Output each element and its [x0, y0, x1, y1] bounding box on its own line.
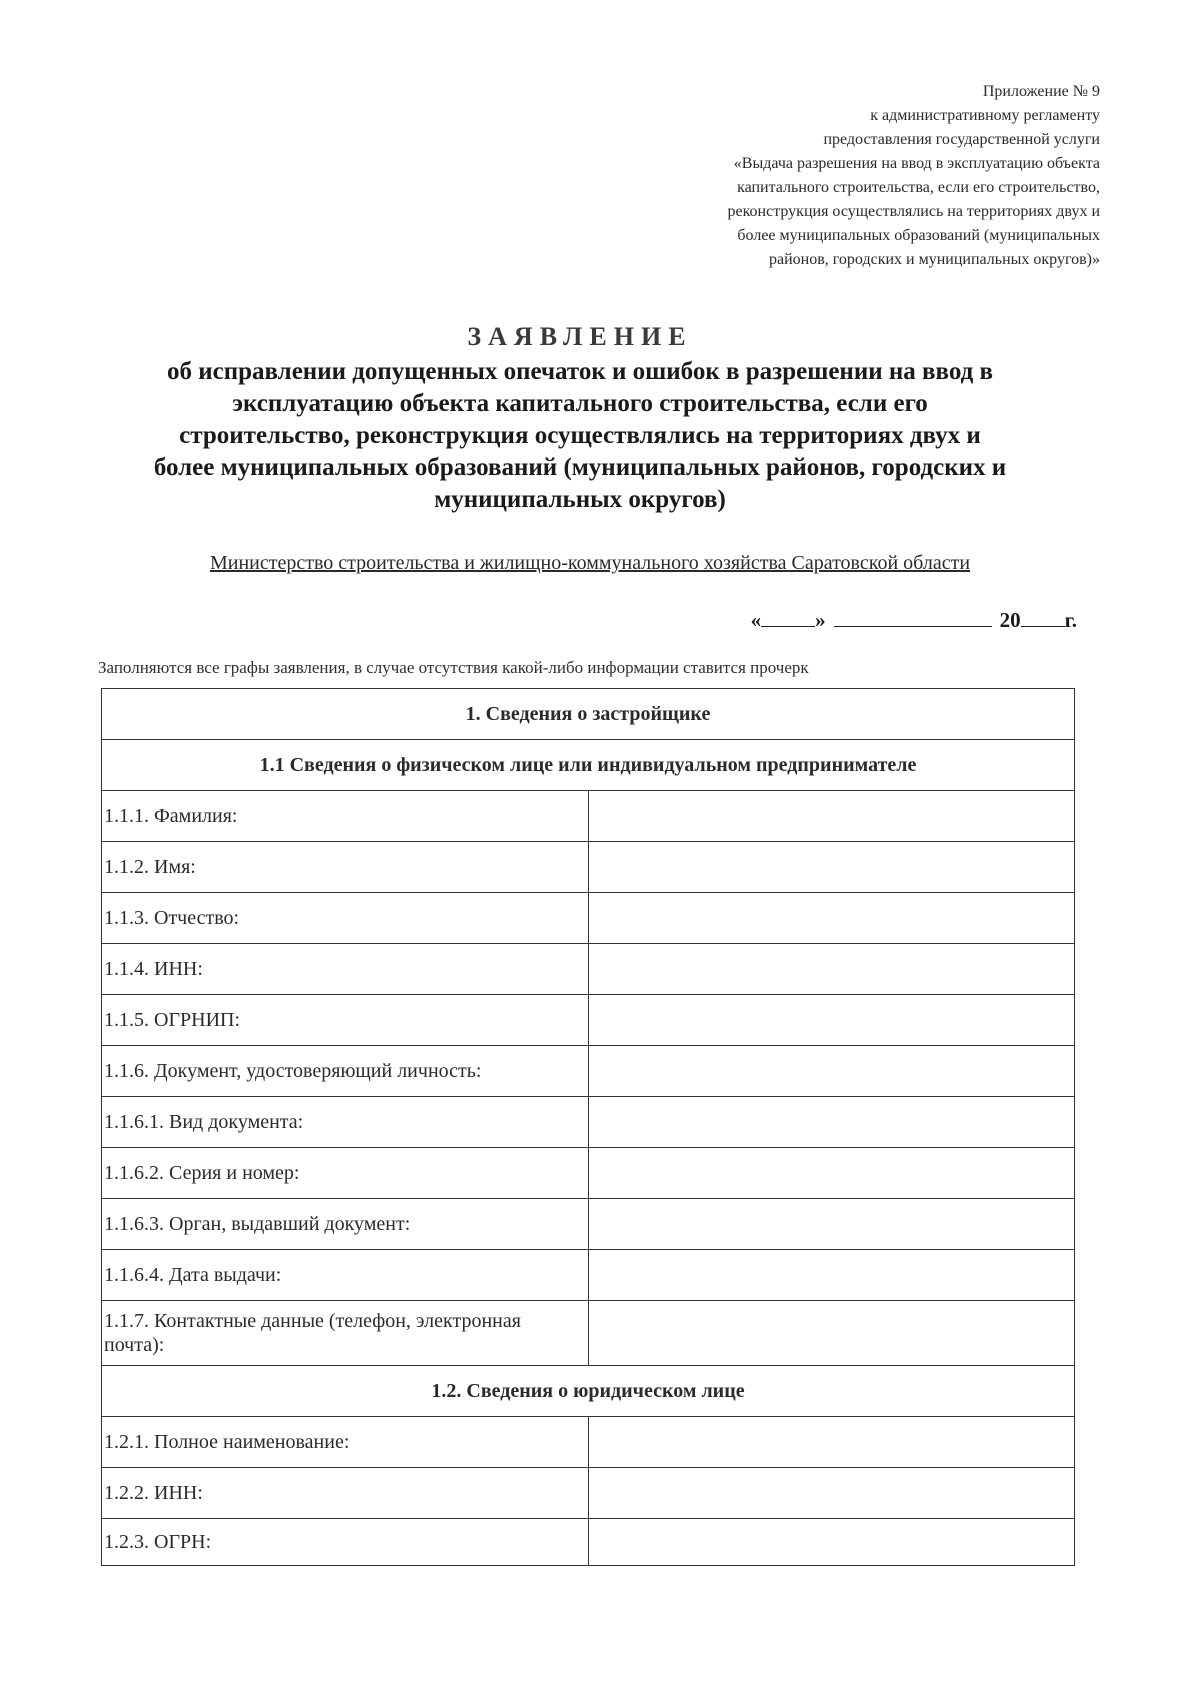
month-blank[interactable] — [834, 608, 992, 627]
appendix-line: капитального строительства, если его строительство, — [737, 179, 1100, 196]
table-row — [102, 1250, 1075, 1301]
field-label: 1.1.6. Документ, удостоверяющий личность: — [102, 1046, 589, 1097]
table-row — [102, 1519, 1075, 1566]
subtitle-line: эксплуатацию объекта капитального строительства, если его — [232, 390, 928, 417]
appendix-line: более муниципальных образований (муниципальных — [737, 227, 1100, 244]
field-label: 1.1.7. Контактные данные (телефон, электронная почта): — [102, 1301, 589, 1366]
appendix-note — [560, 80, 1100, 272]
appendix-line: «Выдача разрешения на ввод в эксплуатацию объекта — [733, 155, 1100, 172]
field-value-cell[interactable] — [588, 893, 1075, 944]
document-subtitle — [90, 356, 1070, 516]
authority-name: Министерство строительства и жилищно-коммунального хозяйства Саратовской области — [209, 552, 971, 574]
field-label: 1.1.3. Отчество: — [102, 893, 589, 944]
table-row — [102, 1046, 1075, 1097]
table-row — [102, 1417, 1075, 1468]
table-row — [102, 893, 1075, 944]
field-label: 1.1.4. ИНН: — [102, 944, 589, 995]
field-label: 1.1.5. ОГРНИП: — [102, 995, 589, 1046]
appendix-line: районов, городских и муниципальных округов)» — [768, 251, 1100, 268]
subtitle-line: об исправлении допущенных опечаток и ошибок в разрешении на ввод в — [166, 358, 994, 385]
field-label: 1.1.6.3. Орган, выдавший документ: — [102, 1199, 589, 1250]
subtitle-line: более муниципальных образований (муниципальных районов, городских и — [153, 454, 1007, 481]
instruction-note: Заполняются все графы заявления, в случае отсутствия какой-либо информации ставится прочерк — [98, 658, 809, 677]
section-header-legal-entity: 1.2. Сведения о юридическом лице — [102, 1366, 1075, 1417]
table-row — [102, 1301, 1075, 1366]
table-row — [102, 791, 1075, 842]
year-blank[interactable] — [1021, 608, 1065, 627]
table-row — [102, 1468, 1075, 1519]
field-label: 1.1.2. Имя: — [102, 842, 589, 893]
field-value-cell[interactable] — [588, 1468, 1075, 1519]
table-row — [102, 944, 1075, 995]
field-value-cell[interactable] — [588, 842, 1075, 893]
field-value-cell[interactable] — [588, 791, 1075, 842]
date-line — [751, 608, 1077, 633]
section-header-applicant: 1. Сведения о застройщике — [102, 689, 1075, 740]
table-row — [102, 842, 1075, 893]
field-value-cell[interactable] — [588, 1250, 1075, 1301]
date-close-quote: » — [815, 608, 826, 632]
field-label: 1.1.6.2. Серия и номер: — [102, 1148, 589, 1199]
field-value-cell[interactable] — [588, 1148, 1075, 1199]
field-value-cell[interactable] — [588, 995, 1075, 1046]
applicant-form-table — [101, 688, 1075, 1566]
year-prefix: 20 — [999, 608, 1021, 632]
date-open-quote: « — [750, 608, 762, 632]
section-header-individual: 1.1 Сведения о физическом лице или индивидуальном предпринимателе — [102, 740, 1075, 791]
field-value-cell[interactable] — [588, 1199, 1075, 1250]
field-value-cell[interactable] — [588, 1097, 1075, 1148]
table-row — [102, 995, 1075, 1046]
field-label: 1.2.2. ИНН: — [102, 1468, 589, 1519]
table-row — [102, 1097, 1075, 1148]
field-label: 1.2.3. ОГРН: — [102, 1519, 589, 1566]
appendix-line: предоставления государственной услуги — [823, 131, 1100, 148]
table-row — [102, 1199, 1075, 1250]
field-value-cell[interactable] — [588, 944, 1075, 995]
field-label: 1.1.6.1. Вид документа: — [102, 1097, 589, 1148]
field-value-cell[interactable] — [588, 1046, 1075, 1097]
table-row — [102, 1148, 1075, 1199]
field-label: 1.2.1. Полное наименование: — [102, 1417, 589, 1468]
field-value-cell[interactable] — [588, 1519, 1075, 1566]
appendix-line: к административному регламенту — [870, 107, 1100, 124]
field-value-cell[interactable] — [588, 1301, 1075, 1366]
subtitle-line: муниципальных округов) — [434, 486, 726, 513]
appendix-line: Приложение № 9 — [982, 83, 1100, 100]
year-suffix: г. — [1064, 608, 1077, 632]
day-blank[interactable] — [761, 608, 815, 627]
subtitle-line: строительство, реконструкция осуществлялись на территориях двух и — [179, 422, 981, 449]
field-label: 1.1.6.4. Дата выдачи: — [102, 1250, 589, 1301]
field-label: 1.1.1. Фамилия: — [102, 791, 589, 842]
document-title: ЗАЯВЛЕНИЕ — [467, 322, 693, 351]
appendix-line: реконструкция осуществлялись на территориях двух и — [727, 203, 1100, 220]
field-value-cell[interactable] — [588, 1417, 1075, 1468]
